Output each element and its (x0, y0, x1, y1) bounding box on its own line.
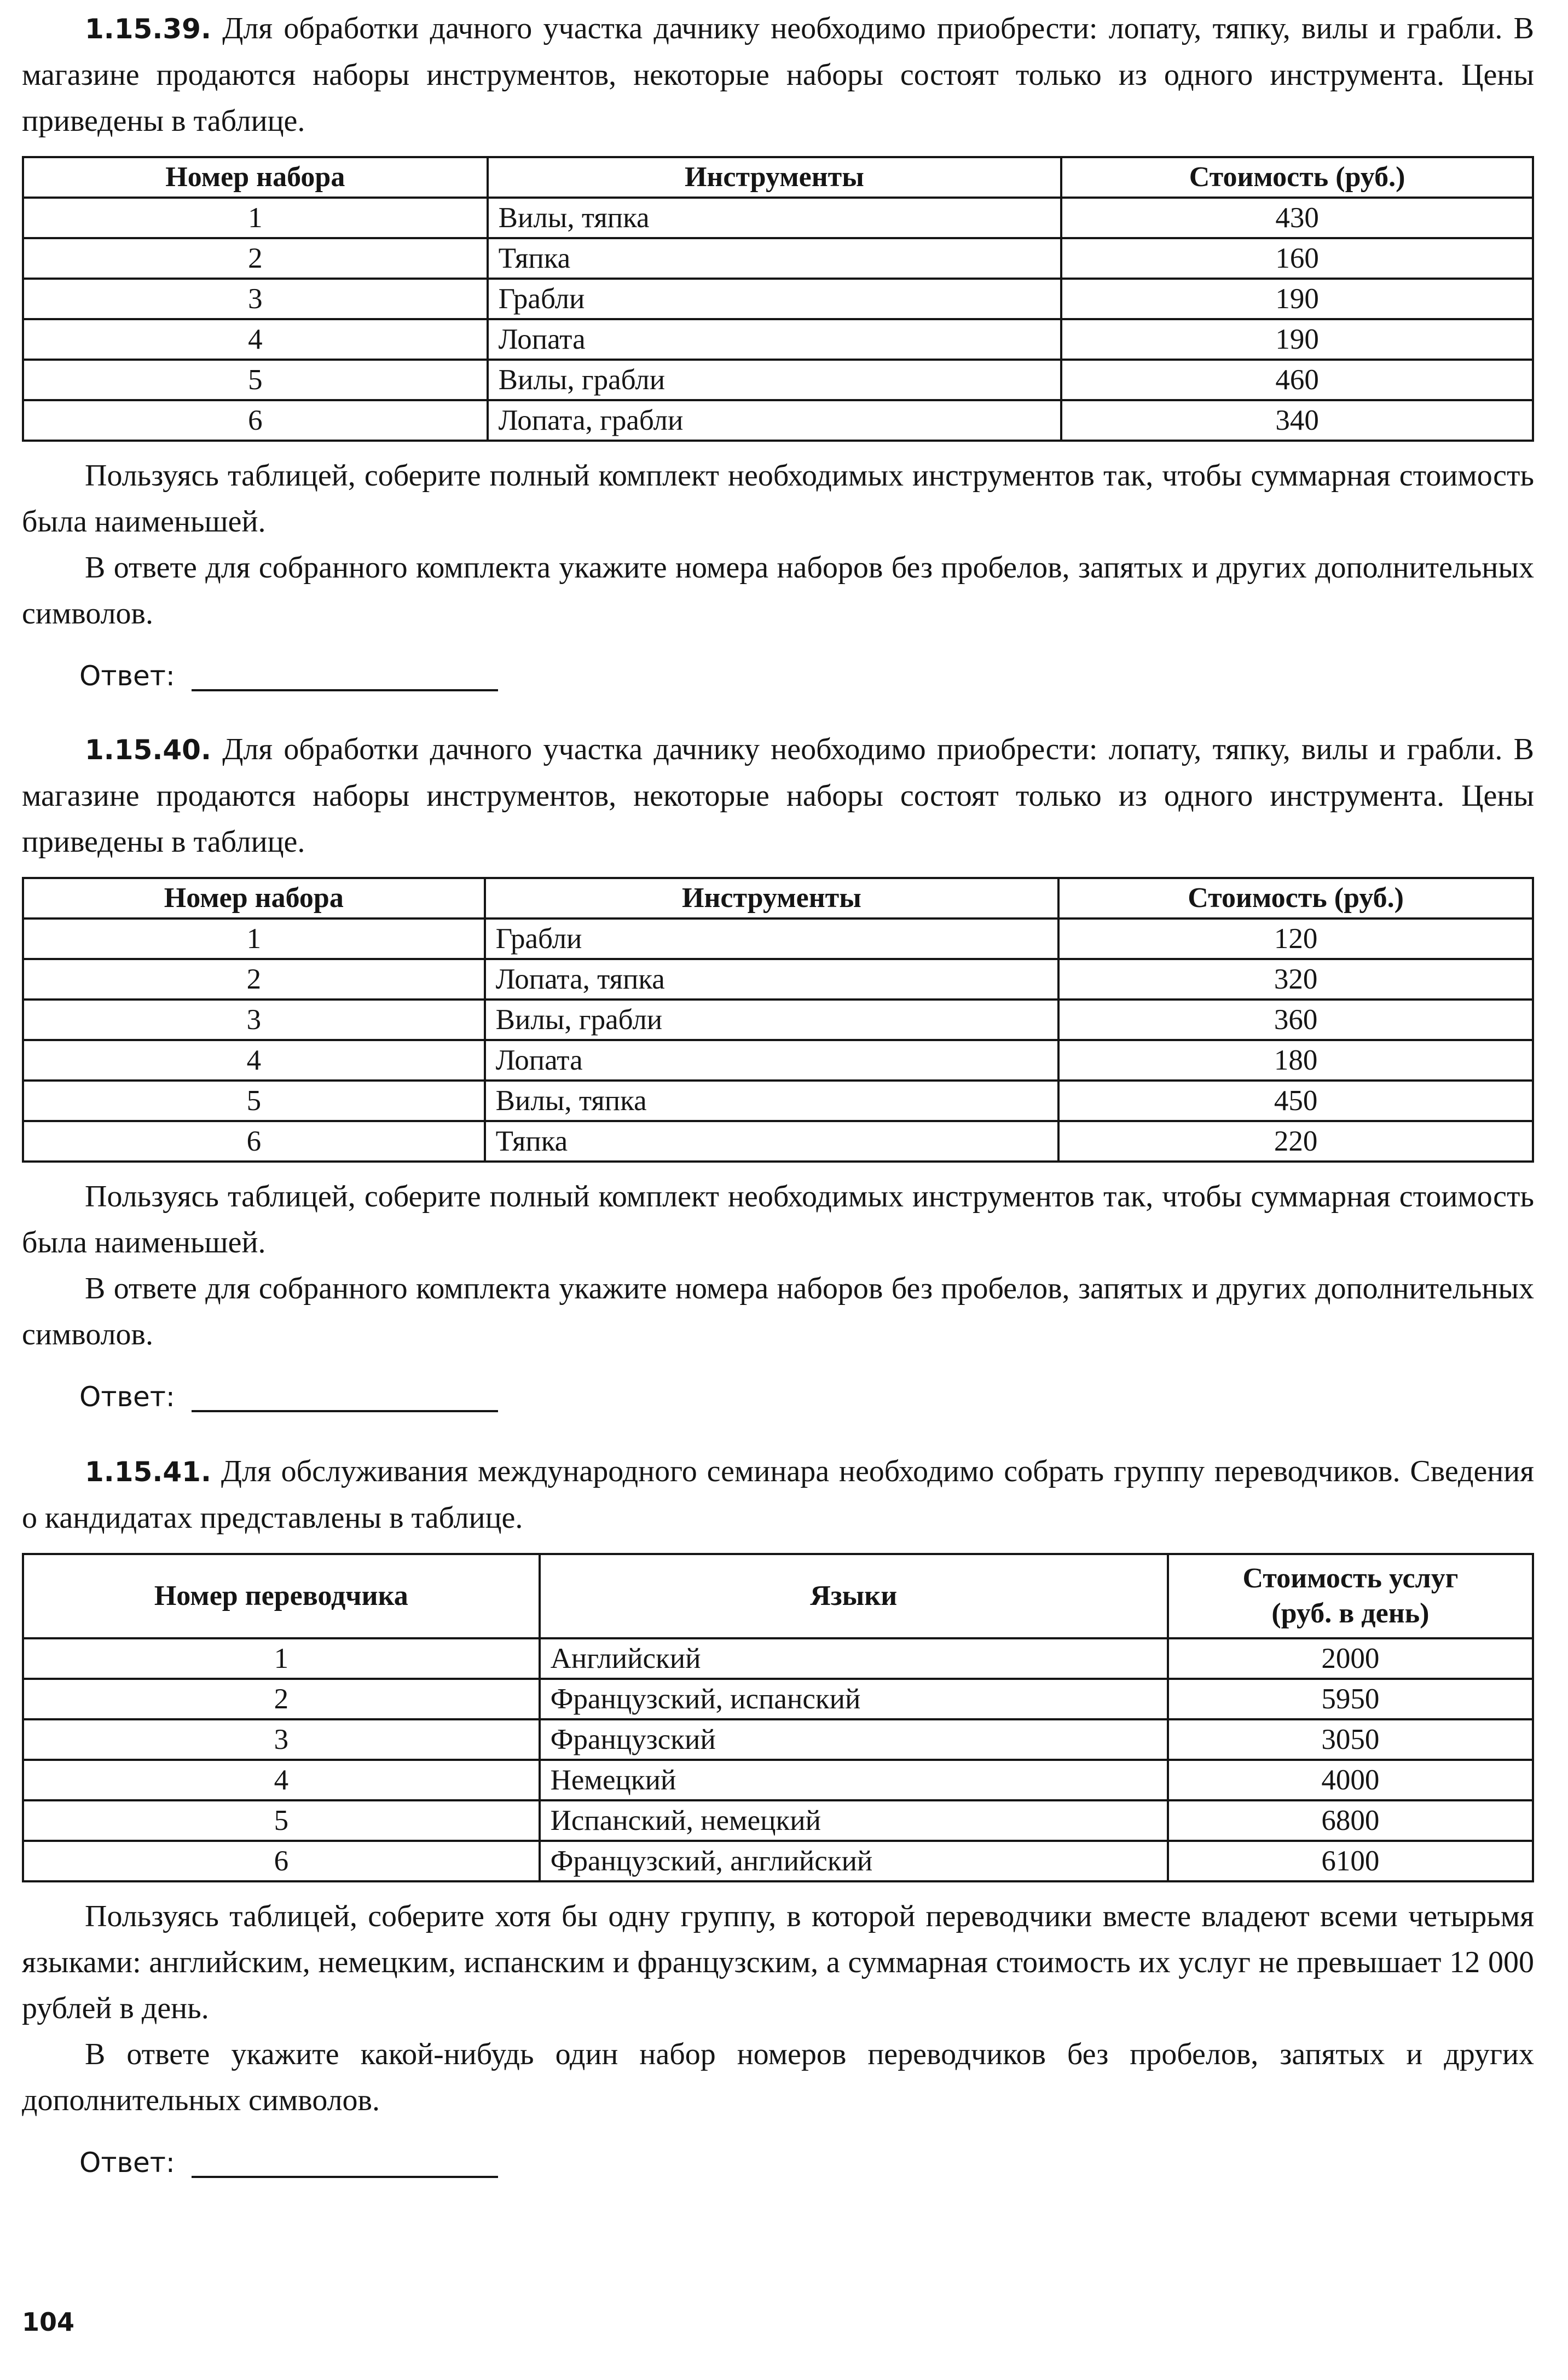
cell-number: 4 (23, 1040, 485, 1081)
problem-1-15-39 (22, 5, 1534, 699)
header-set-number: Номер набора (23, 878, 485, 919)
header-languages: Языки (540, 1554, 1168, 1638)
answer-field[interactable] (192, 657, 498, 691)
header-tools: Инструменты (488, 157, 1062, 198)
table-row (23, 198, 1533, 238)
cell-cost: 450 (1058, 1081, 1533, 1121)
table-row (23, 1081, 1533, 1121)
table-row (23, 1638, 1533, 1679)
cell-number: 2 (23, 959, 485, 1000)
problem-task: Пользуясь таблицей, соберите полный комплект необходимых инструментов так, чтобы суммарная стоимость была наименьшей. (22, 1180, 1534, 1260)
problem-number: 1.15.41. (85, 1456, 211, 1488)
problem-1-15-41 (22, 1448, 1534, 2186)
cell-number: 2 (23, 238, 488, 279)
cell-tools: Вилы, грабли (488, 360, 1062, 400)
table-row (23, 1679, 1533, 1719)
problem-intro (22, 726, 1534, 865)
problem-intro-text: Для обслуживания международного семинара необходимо собрать группу переводчиков. Сведения о кандидатах представлены в таблице. (22, 1454, 1535, 1535)
cell-tools: Вилы, тяпка (485, 1081, 1059, 1121)
answer-row (79, 653, 1534, 699)
cell-cost: 340 (1061, 400, 1533, 441)
problem-number: 1.15.39. (85, 13, 211, 45)
tools-table (22, 877, 1534, 1163)
cell-number: 6 (23, 1121, 485, 1162)
cell-number: 2 (23, 1679, 540, 1719)
cell-number: 6 (23, 400, 488, 441)
cell-cost: 120 (1058, 919, 1533, 959)
cell-tools: Лопата (485, 1040, 1059, 1081)
header-set-number: Номер набора (23, 157, 488, 198)
problem-task: Пользуясь таблицей, соберите полный комплект необходимых инструментов так, чтобы суммарная стоимость была наименьшей. (22, 459, 1534, 539)
answer-label: Ответ: (79, 1381, 175, 1413)
cell-cost: 180 (1058, 1040, 1533, 1081)
cell-number: 1 (23, 919, 485, 959)
cell-languages: Французский (540, 1719, 1168, 1760)
cell-tools: Лопата (488, 319, 1062, 360)
cell-cost: 320 (1058, 959, 1533, 1000)
tools-table (22, 156, 1534, 442)
page-number: 104 (22, 2307, 75, 2337)
problem-intro-text: Для обработки дачного участка дачнику необходимо приобрести: лопату, тяпку, вилы и грабли. В магазине продаются наборы инструментов, некоторые наборы состоят только из одного инструмента. Цены приведены в таблице. (22, 11, 1535, 138)
table-header-row (23, 157, 1533, 198)
table-row (23, 1719, 1533, 1760)
cell-tools: Лопата, грабли (488, 400, 1062, 441)
answer-label: Ответ: (79, 2147, 175, 2179)
cell-number: 3 (23, 1000, 485, 1040)
answer-label: Ответ: (79, 660, 175, 692)
header-service-cost-line1: Стоимость услуг (1242, 1563, 1459, 1594)
cell-cost: 190 (1061, 319, 1533, 360)
cell-languages: Немецкий (540, 1760, 1168, 1800)
problem-intro-text: Для обработки дачного участка дачнику необходимо приобрести: лопату, тяпку, вилы и грабли. В магазине продаются наборы инструментов, некоторые наборы состоят только из одного инструмента. Цены приведены в таблице. (22, 732, 1535, 859)
cell-number: 5 (23, 1081, 485, 1121)
problem-instruction: В ответе для собранного комплекта укажите номера наборов без пробелов, запятых и других дополнительных символов. (22, 1272, 1534, 1351)
cell-tools: Вилы, грабли (485, 1000, 1059, 1040)
cell-number: 4 (23, 319, 488, 360)
table-header-row (23, 1554, 1533, 1638)
cell-languages: Французский, испанский (540, 1679, 1168, 1719)
header-cost: Стоимость (руб.) (1061, 157, 1533, 198)
cell-cost: 6100 (1168, 1841, 1533, 1881)
answer-row (79, 2140, 1534, 2186)
header-translator-number: Номер переводчика (23, 1554, 540, 1638)
cell-tools: Тяпка (488, 238, 1062, 279)
cell-number: 4 (23, 1760, 540, 1800)
table-row (23, 1121, 1533, 1162)
header-tools: Инструменты (485, 878, 1059, 919)
table-row (23, 319, 1533, 360)
cell-cost: 2000 (1168, 1638, 1533, 1679)
cell-tools: Тяпка (485, 1121, 1059, 1162)
table-row (23, 1760, 1533, 1800)
cell-number: 6 (23, 1841, 540, 1881)
cell-cost: 220 (1058, 1121, 1533, 1162)
table-row (23, 238, 1533, 279)
cell-cost: 5950 (1168, 1679, 1533, 1719)
translators-table (22, 1553, 1534, 1882)
cell-tools: Грабли (485, 919, 1059, 959)
cell-cost: 460 (1061, 360, 1533, 400)
table-row (23, 1000, 1533, 1040)
cell-languages: Испанский, немецкий (540, 1800, 1168, 1841)
answer-row (79, 1374, 1534, 1420)
table-row (23, 919, 1533, 959)
cell-cost: 190 (1061, 279, 1533, 319)
cell-number: 3 (23, 1719, 540, 1760)
cell-cost: 430 (1061, 198, 1533, 238)
table-header-row (23, 878, 1533, 919)
table-row (23, 279, 1533, 319)
table-row (23, 1040, 1533, 1081)
problem-number: 1.15.40. (85, 734, 211, 766)
cell-cost: 6800 (1168, 1800, 1533, 1841)
cell-languages: Французский, английский (540, 1841, 1168, 1881)
cell-cost: 4000 (1168, 1760, 1533, 1800)
cell-number: 5 (23, 1800, 540, 1841)
cell-languages: Английский (540, 1638, 1168, 1679)
table-row (23, 959, 1533, 1000)
problem-task: Пользуясь таблицей, соберите хотя бы одну группу, в которой переводчики вместе владеют всеми четырьмя языками: английским, немецким, испанским и французским, а суммарная стоимость их услуг не превышает 12 000 рублей в день. (22, 1899, 1534, 2025)
answer-field[interactable] (192, 1378, 498, 1412)
cell-number: 1 (23, 1638, 540, 1679)
problem-1-15-40 (22, 726, 1534, 1420)
cell-tools: Грабли (488, 279, 1062, 319)
problem-intro (22, 5, 1534, 144)
header-service-cost-line2: (руб. в день) (1271, 1598, 1430, 1629)
table-row (23, 1800, 1533, 1841)
problem-instruction: В ответе для собранного комплекта укажите номера наборов без пробелов, запятых и других дополнительных символов. (22, 551, 1534, 631)
cell-tools: Вилы, тяпка (488, 198, 1062, 238)
table-row (23, 400, 1533, 441)
problem-intro (22, 1448, 1534, 1541)
table-row (23, 360, 1533, 400)
cell-number: 3 (23, 279, 488, 319)
cell-cost: 360 (1058, 1000, 1533, 1040)
cell-cost: 3050 (1168, 1719, 1533, 1760)
header-cost: Стоимость (руб.) (1058, 878, 1533, 919)
answer-field[interactable] (192, 2144, 498, 2178)
cell-number: 1 (23, 198, 488, 238)
cell-number: 5 (23, 360, 488, 400)
table-row (23, 1841, 1533, 1881)
header-service-cost (1168, 1554, 1533, 1638)
cell-cost: 160 (1061, 238, 1533, 279)
cell-tools: Лопата, тяпка (485, 959, 1059, 1000)
problem-instruction: В ответе укажите какой-нибудь один набор номеров переводчиков без пробелов, запятых и других дополнительных символов. (22, 2037, 1534, 2117)
